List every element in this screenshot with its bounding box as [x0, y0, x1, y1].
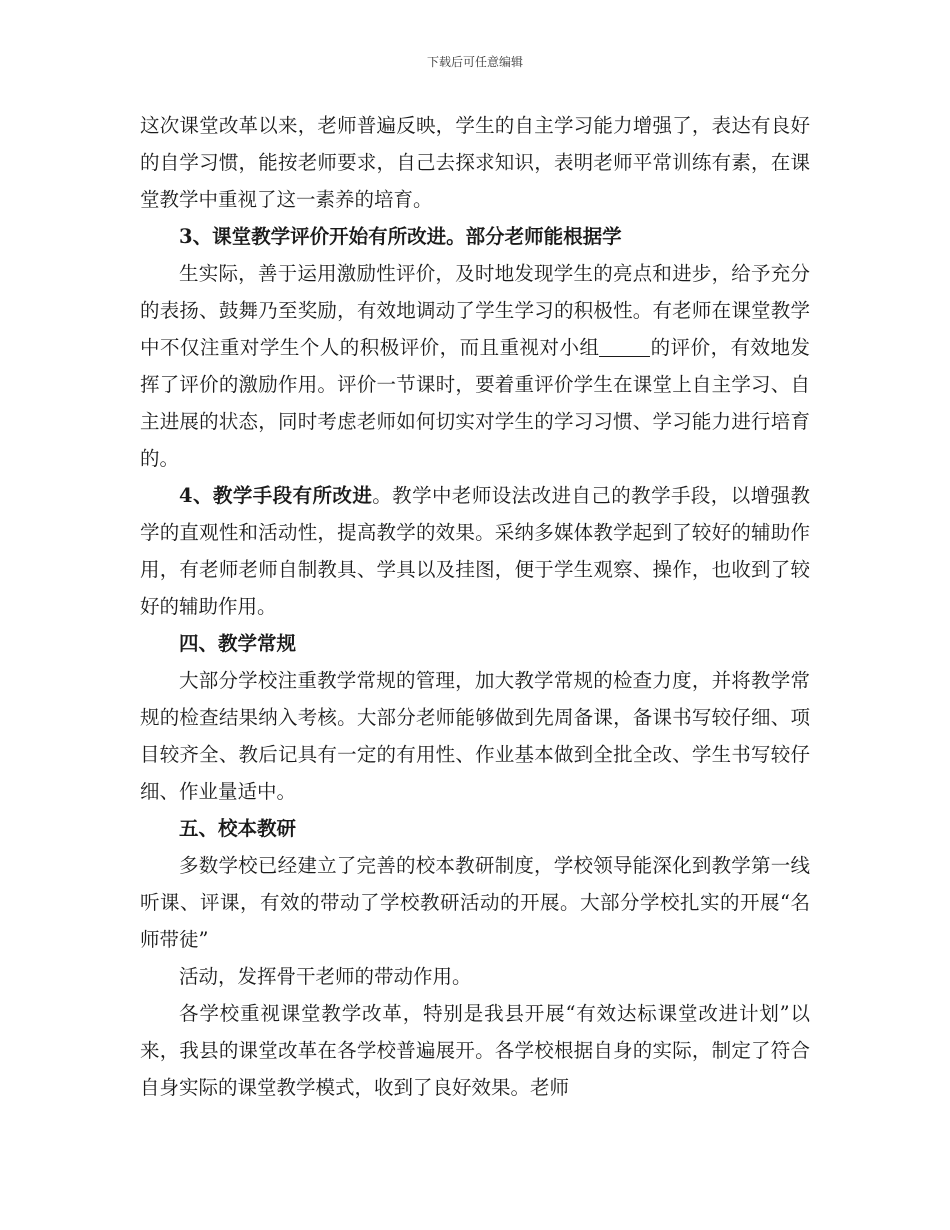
blank-underline	[599, 336, 650, 357]
paragraph-evaluation-text: 生实际，善于运用激励性评价，及时地发现学生的亮点和进步，给予充分的表扬、鼓舞乃至奖励，有效地调动了学生学习的积极性。有老师在课堂教学中不仅注重对学生个人的积极评价，而且重视对小组	[140, 262, 810, 359]
paragraph-evaluation	[140, 255, 810, 477]
heading-teaching-routine: 四、教学常规	[179, 632, 297, 655]
heading-teaching-means: 4、教学手段有所改进	[179, 484, 373, 507]
paragraph-classroom-reform: 各学校重视课堂教学改革，特别是我县开展“有效达标课堂改进计划”以来，我县的课堂改革在各学校普遍展开。各学校根据自身的实际，制定了符合自身实际的课堂教学模式，收到了良好效果。老师	[140, 1002, 810, 1099]
heading-school-research: 五、校本教研	[179, 817, 297, 840]
document-body	[140, 107, 810, 1106]
page-header: 下载后可任意编辑	[426, 55, 523, 69]
paragraph-mentoring: 活动，发挥骨干老师的带动作用。	[179, 965, 472, 988]
paragraph-teaching-routine: 大部分学校注重教学常规的管理，加大教学常规的检查力度，并将教学常规的检查结果纳入考核。大部分老师能够做到先周备课，备课书写较仔细、项目较齐全、教后记具有一定的有用性、作业基本做到全批全改、学生书写较仔细、作业量适中。	[140, 669, 810, 803]
paragraph-self-study: 这次课堂改革以来，老师普遍反映，学生的自主学习能力增强了，表达有良好的自学习惯，能按老师要求，自己去探求知识，表明老师平常训练有素，在课堂教学中重视了这一素养的培育。	[140, 114, 810, 211]
paragraph-evaluation-text-cont: 的评价，有效地发挥了评价的激励作用。评价一节课时，要着重评价学生在课堂上自主学习、自主进展的状态，同时考虑老师如何切实对学生的学习习惯、学习能力进行培育的。	[140, 336, 810, 470]
paragraph-school-research: 多数学校已经建立了完善的校本教研制度，学校领导能深化到教学第一线听课、评课，有效的带动了学校教研活动的开展。大部分学校扎实的开展“名师带徒”	[140, 854, 810, 951]
heading-evaluation: 3、课堂教学评价开始有所改进。部分老师能根据学	[179, 225, 622, 248]
paragraph-teaching-means-text: 。教学中老师设法改进自己的教学手段，以增强教学的直观性和活动性，提高教学的效果。采纳多媒体教学起到了较好的辅助作用，有老师老师自制教具、学具以及挂图，便于学生观察、操作，也收到了较好的辅助作用。	[140, 484, 810, 618]
paragraph-teaching-means	[140, 477, 810, 625]
